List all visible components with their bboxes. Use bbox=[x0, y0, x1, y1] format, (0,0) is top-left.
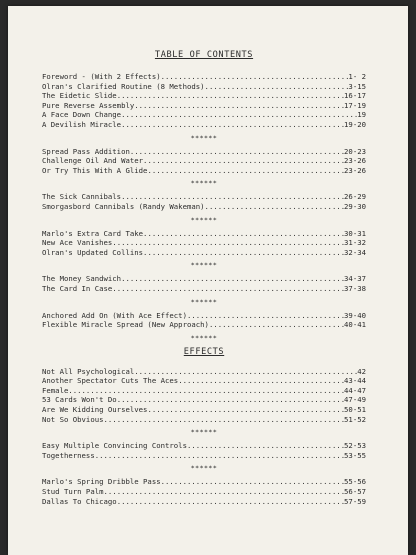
entry-pages: 44-47 bbox=[344, 385, 366, 395]
toc-group-1 bbox=[42, 72, 366, 130]
entry-pages: 34-37 bbox=[344, 274, 366, 284]
leader-dots bbox=[121, 192, 344, 202]
entry-pages: 42 bbox=[357, 366, 366, 376]
toc-entry bbox=[42, 248, 366, 258]
entry-title: New Ace Vanishes bbox=[42, 238, 113, 248]
entry-title: 53 Cards Won't Do bbox=[42, 395, 117, 405]
toc-entry bbox=[42, 110, 366, 120]
toc-group-6 bbox=[42, 311, 366, 330]
leader-dots bbox=[112, 284, 344, 294]
toc-entry bbox=[42, 477, 366, 487]
entry-title: Dallas To Chicago bbox=[42, 496, 117, 506]
leader-dots bbox=[187, 441, 344, 451]
leader-dots bbox=[161, 72, 349, 82]
entry-title: Togetherness bbox=[42, 450, 95, 460]
leader-dots bbox=[147, 405, 344, 415]
toc-entry bbox=[42, 238, 366, 248]
entry-title: Marlo's Spring Dribble Pass bbox=[42, 477, 161, 487]
toc-entry bbox=[42, 72, 366, 82]
leader-dots bbox=[121, 110, 357, 120]
entry-pages: 50-51 bbox=[344, 405, 366, 415]
toc-entry bbox=[42, 202, 366, 212]
toc-entry bbox=[42, 311, 366, 321]
leader-dots bbox=[130, 147, 344, 157]
leader-dots bbox=[134, 101, 344, 111]
toc-group-4 bbox=[42, 229, 366, 258]
leader-dots bbox=[68, 386, 344, 396]
toc-entry bbox=[42, 395, 366, 405]
entry-pages: 19-20 bbox=[344, 119, 366, 129]
toc-entry bbox=[42, 497, 366, 507]
leader-dots bbox=[112, 238, 344, 248]
entry-title: Easy Multiple Convincing Controls bbox=[42, 441, 187, 451]
entry-pages: 52-53 bbox=[344, 441, 366, 451]
entry-title: The Eidetic Slide bbox=[42, 91, 117, 101]
section-separator: ****** bbox=[190, 179, 218, 188]
leader-dots bbox=[117, 497, 344, 507]
entry-title: Female bbox=[42, 385, 69, 395]
leader-dots bbox=[121, 274, 344, 284]
entry-pages: 17-19 bbox=[344, 100, 366, 110]
section-separator: ****** bbox=[190, 333, 218, 342]
effects-title: EFFECTS bbox=[183, 346, 225, 357]
entry-title: The Money Sandwich bbox=[42, 274, 122, 284]
toc-entry bbox=[42, 367, 366, 377]
leader-dots bbox=[209, 320, 344, 330]
entry-pages: 31-32 bbox=[344, 238, 366, 248]
toc-entry bbox=[42, 156, 366, 166]
entry-title: Are We Kidding Ourselves bbox=[42, 405, 148, 415]
toc-entry bbox=[42, 274, 366, 284]
toc-entry bbox=[42, 284, 366, 294]
entry-pages: 30-31 bbox=[344, 228, 366, 238]
toc-group-3 bbox=[42, 192, 366, 211]
entry-pages: 55-56 bbox=[344, 477, 366, 487]
entry-title: Not All Psychological bbox=[42, 366, 135, 376]
entry-pages: 53-55 bbox=[344, 450, 366, 460]
section-separator: ****** bbox=[190, 297, 218, 306]
entry-title: Foreword - (With 2 Effects) bbox=[42, 72, 161, 81]
entry-title: Smorgasbord Cannibals (Randy Wakeman) bbox=[42, 201, 205, 211]
toc-entry bbox=[42, 415, 366, 425]
entry-pages: 20-23 bbox=[344, 146, 366, 156]
toc-title: TABLE OF CONTENTS bbox=[154, 50, 254, 60]
section-separator: ****** bbox=[190, 215, 218, 224]
leader-dots bbox=[134, 367, 357, 377]
entry-pages: 37-38 bbox=[344, 283, 366, 293]
entry-title: Challenge Oil And Water bbox=[42, 156, 144, 166]
entry-pages: 51-52 bbox=[344, 414, 366, 424]
toc-entry bbox=[42, 101, 366, 111]
leader-dots bbox=[205, 202, 344, 212]
effects-group-3 bbox=[42, 477, 366, 506]
leader-dots bbox=[117, 395, 344, 405]
section-separator: ****** bbox=[190, 464, 218, 473]
toc-entry bbox=[42, 229, 366, 239]
entry-title: Another Spectator Cuts The Aces bbox=[42, 376, 179, 386]
entry-title: The Card In Case bbox=[42, 283, 113, 293]
section-separator: ****** bbox=[190, 261, 218, 270]
leader-dots bbox=[143, 156, 344, 166]
leader-dots bbox=[95, 451, 344, 461]
toc-entry bbox=[42, 441, 366, 451]
leader-dots bbox=[205, 82, 349, 92]
toc-entry bbox=[42, 147, 366, 157]
entry-pages: 26-29 bbox=[344, 192, 366, 202]
toc-group-5 bbox=[42, 274, 366, 293]
leader-dots bbox=[143, 229, 344, 239]
entry-pages: 47-49 bbox=[344, 395, 366, 405]
entry-pages: 23-26 bbox=[344, 165, 366, 175]
effects-group-2 bbox=[42, 441, 366, 460]
effects-group-1 bbox=[42, 367, 366, 425]
entry-title: Marlo's Extra Card Take bbox=[42, 228, 144, 238]
toc-entry bbox=[42, 386, 366, 396]
section-separator: ****** bbox=[190, 133, 218, 142]
entry-pages: 56-57 bbox=[344, 487, 366, 497]
entry-title: A Devilish Miracle bbox=[42, 119, 122, 129]
leader-dots bbox=[104, 415, 345, 425]
toc-entry bbox=[42, 91, 366, 101]
leader-dots bbox=[147, 166, 344, 176]
leader-dots bbox=[104, 487, 345, 497]
entry-pages: 32-34 bbox=[344, 247, 366, 257]
entry-title: Olran's Updated Collins bbox=[42, 247, 144, 257]
entry-title: Not So Obvious bbox=[42, 414, 104, 424]
section-separator: ****** bbox=[190, 428, 218, 437]
leader-dots bbox=[117, 91, 344, 101]
entry-pages: 1- 2 bbox=[348, 72, 366, 81]
leader-dots bbox=[121, 120, 344, 130]
toc-entry bbox=[42, 487, 366, 497]
toc-entry bbox=[42, 405, 366, 415]
entry-pages: 39-40 bbox=[344, 310, 366, 320]
entry-pages: 3-15 bbox=[348, 81, 366, 91]
entry-title: Pure Reverse Assembly bbox=[42, 100, 135, 110]
leader-dots bbox=[143, 248, 344, 258]
leader-dots bbox=[178, 376, 344, 386]
toc-entry bbox=[42, 120, 366, 130]
document-page bbox=[8, 6, 408, 555]
entry-title: The Sick Cannibals bbox=[42, 192, 122, 202]
entry-pages: 29-30 bbox=[344, 201, 366, 211]
toc-entry bbox=[42, 320, 366, 330]
toc-entry bbox=[42, 451, 366, 461]
toc-entry bbox=[42, 166, 366, 176]
toc-entry bbox=[42, 376, 366, 386]
leader-dots bbox=[187, 311, 344, 321]
entry-title: Or Try This With A Glide bbox=[42, 165, 148, 175]
entry-title: Spread Pass Addition bbox=[42, 146, 130, 156]
toc-content bbox=[42, 50, 366, 506]
entry-title: Olran's Clarified Routine (8 Methods) bbox=[42, 81, 205, 91]
entry-pages: 43-44 bbox=[344, 376, 366, 386]
toc-entry bbox=[42, 192, 366, 202]
entry-pages: 40-41 bbox=[344, 320, 366, 330]
leader-dots bbox=[161, 477, 344, 487]
entry-title: Anchored Add On (With Ace Effect) bbox=[42, 310, 187, 320]
entry-pages: 23-26 bbox=[344, 156, 366, 166]
entry-title: Flexible Miracle Spread (New Approach) bbox=[42, 320, 209, 330]
entry-pages: 57-59 bbox=[344, 496, 366, 506]
entry-title: Stud Turn Palm bbox=[42, 487, 104, 497]
toc-entry bbox=[42, 82, 366, 92]
entry-pages: 16-17 bbox=[344, 91, 366, 101]
toc-group-2 bbox=[42, 147, 366, 176]
entry-pages: 19 bbox=[357, 110, 366, 120]
entry-title: A Face Down Change bbox=[42, 110, 122, 120]
